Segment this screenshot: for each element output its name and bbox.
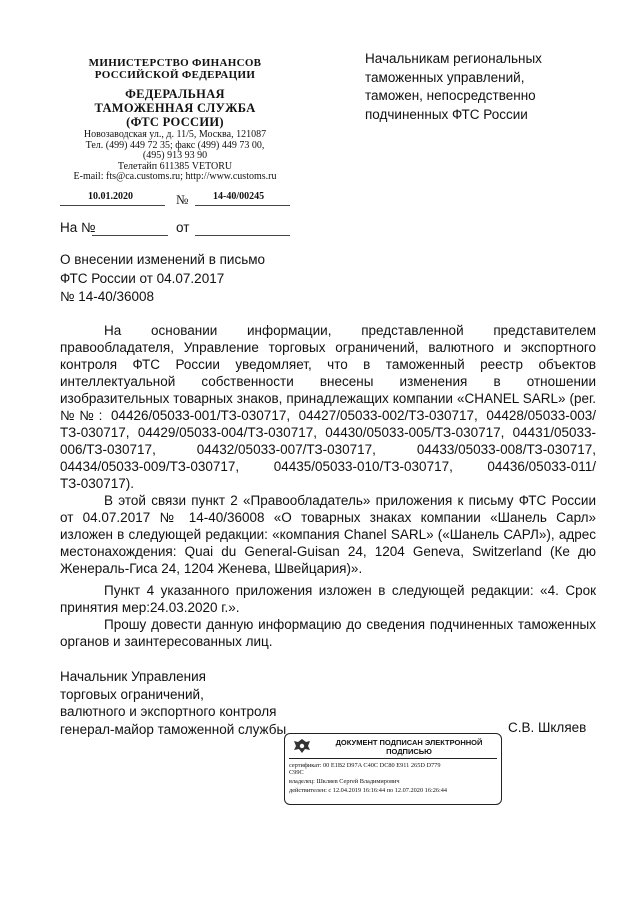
subject-line-1: О внесении изменений в письмо: [60, 252, 266, 267]
ministry-line-1: МИНИСТЕРСТВО ФИНАНСОВ: [88, 57, 262, 69]
body-paragraph-3: Пункт 4 указанного приложения изложен в следующей редакции: «4. Срок принятия мер:24.03.2020 г.».: [60, 583, 596, 615]
number-underline: [195, 205, 290, 206]
addressee: [365, 50, 605, 124]
sender-contacts: [55, 130, 295, 183]
stamp-certificate-cont: C99C: [289, 769, 304, 776]
sender-phone-fax: Тел. (499) 449 72 35; факс (499) 449 73 00,: [85, 139, 265, 151]
body-paragraph-4: Прошу довести данную информацию до сведения подчиненных таможенных органов и заинтересованных лиц.: [60, 617, 596, 649]
letter-date: 10.01.2020: [88, 191, 133, 202]
body-paragraph-1: На основании информации, представленной представителем правообладателя, Управление торговых ограничений, валютного и экспортного контроля ФТС России уведомляет, что в таможенный реестр объектов интеллектуальной собственности внесены изменения в отношении изобразительных товарных знаков, принадлежащих компании «CHANEL SARL» (рег. №№: 04426/05033-001/ТЗ-030717, 04427/05033-002/ТЗ-030717, 04428/05033-003/ТЗ-030717, 04429/05033-004/ТЗ-030717, 04430/05033-005/ТЗ-030717, 04431/05033-006/ТЗ-030717, 04432/05033-007/ТЗ-030717, 04433/05033-008/ТЗ-030717, 04434/05033-009/ТЗ-030717, 04435/05033-010/ТЗ-030717, 04436/05033-011/ТЗ-030717).: [60, 323, 596, 491]
signer-line-3: валютного и экспортного контроля: [60, 704, 277, 719]
subject: [60, 251, 265, 307]
sender-telex: Телетайп 611385 VETORU: [117, 160, 233, 172]
addressee-line-2: таможенных управлений,: [365, 69, 525, 85]
stamp-divider: [289, 758, 497, 759]
date-underline: [60, 205, 165, 206]
signer-name: С.В. Шкляев: [508, 720, 587, 735]
sender-address: Новозаводская ул., д. 11/5, Москва, 121087: [83, 129, 267, 140]
agency-line-2: ТАМОЖЕННАЯ СЛУЖБА: [94, 101, 256, 115]
stamp-title-line-2: ПОДПИСЬЮ: [386, 747, 432, 756]
signer-line-1: Начальник Управления: [60, 669, 206, 684]
agency-line-1: ФЕДЕРАЛЬНАЯ: [125, 87, 225, 101]
stamp-title-line-1: ДОКУМЕНТ ПОДПИСАН ЭЛЕКТРОННОЙ: [335, 738, 483, 747]
e-signature-stamp: [284, 733, 502, 805]
ministry-line-2: РОССИЙСКОЙ ФЕДЕРАЦИИ: [94, 69, 256, 81]
addressee-line-3: таможен, непосредственно: [365, 88, 536, 103]
sender-phone-2: (495) 913 93 90: [142, 150, 208, 161]
signer-line-2: торговых ограничений,: [60, 686, 204, 702]
sender-email: E-mail: fts@ca.customs.ru; http://www.customs.ru: [73, 171, 277, 182]
subject-line-2: ФТС России от 04.07.2017: [60, 270, 225, 286]
coat-of-arms-icon: [291, 737, 313, 755]
stamp-title: [321, 738, 497, 756]
agency-line-3: (ФТС РОССИИ): [126, 115, 224, 129]
number-label: №: [176, 192, 189, 207]
from-underline: [195, 235, 290, 236]
ref-label: На №: [60, 220, 96, 235]
from-label: от: [176, 220, 190, 235]
agency-name: [60, 87, 290, 129]
addressee-line-4: подчиненных ФТС России: [365, 106, 528, 122]
subject-line-3: № 14-40/36008: [60, 289, 155, 304]
stamp-validity: действителен: с 12.04.2019 16:16:44 по 12.07.2020 16:26:44: [289, 787, 448, 794]
signer-position: [60, 668, 286, 738]
letter-number: 14-40/00245: [213, 191, 265, 202]
stamp-certificate: сертификат: 00 E1B2 D97A C40C DC80 E911 265D D779: [289, 762, 441, 769]
ref-underline: [92, 235, 168, 236]
body-paragraph-2: В этой связи пункт 2 «Правообладатель» приложения к письму ФТС России от 04.07.2017 № 14-40/36008 «О товарных знаках компании «Шанель Сарл» изложен в следующей редакции: «компания Chanel SARL» («Шанель САРЛ»), адрес местонахождения: Quai du General-Guisan 24, 1204 Geneva, Switzerland (Ке дю Женераль-Гиса 24, 1204 Женева, Швейцария)».: [60, 493, 596, 576]
ministry-name: [60, 57, 290, 81]
stamp-owner: владелец: Шкляев Сергей Владимирович: [289, 778, 400, 785]
addressee-line-1: Начальникам региональных: [365, 51, 542, 66]
signer-line-4: генерал-майор таможенной службы: [60, 721, 287, 737]
